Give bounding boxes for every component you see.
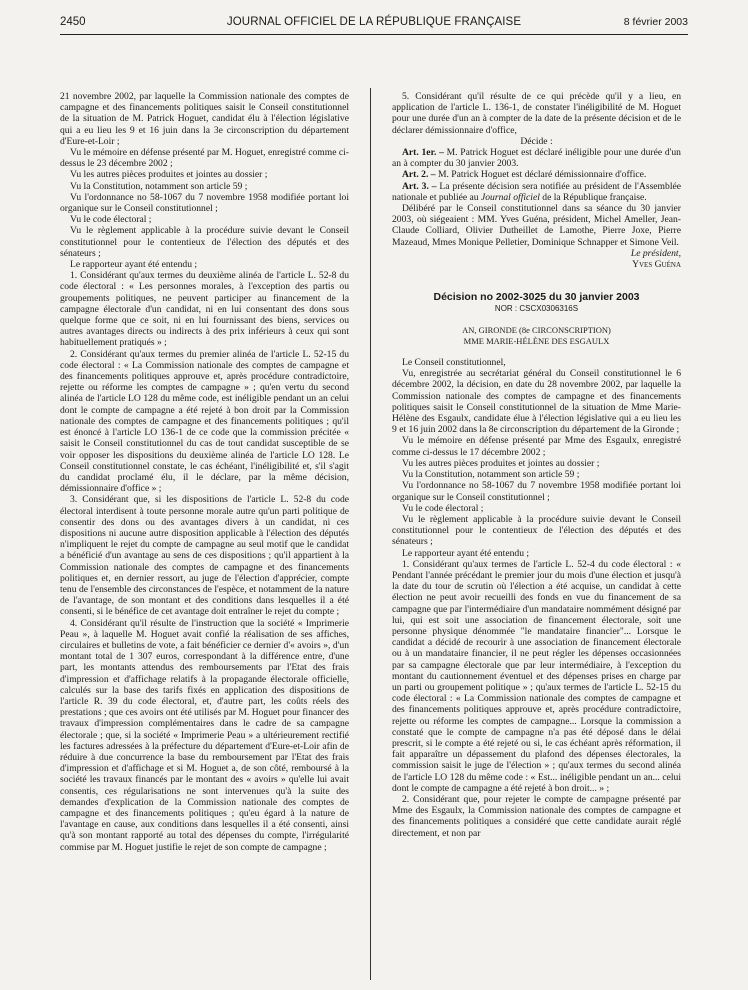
paragraph: 1. Considérant qu'aux termes du deuxième alinéa de l'article L. 52-8 du code électoral : « Les personnes morales, à l'exception des partis ou groupements politiques, ne peuvent participer au financement de la campagne électorale d'un candidat, ni en lui consentant des dons sous quelque forme que ce soit, ni en lui fournissant des biens, services ou autres avantages directs ou indirects à des prix inférieurs à ceux qui sont habituellement pratiqués » ; [60, 270, 349, 349]
article-label: Art. 1er. – [402, 147, 444, 159]
candidate-name: MME MARIE-HÉLÈNE DES ESGAULX [463, 335, 610, 346]
article-3: Art. 3. – La présente décision sera notifiée au président de l'Assemblée nationale et publiée au Journal officiel de la République française. [392, 180, 682, 203]
paragraph: 3. Considérant que, si les dispositions de l'article L. 52-8 du code électoral interdisent à toute personne morale autre qu'un parti politique de consentir des dons ou des avantages divers à un candidat, ni ces dispositions ni aucune autre disposition applicable à l'élection des députés n'impliquent le rejet du compte de campagne au seul motif que le candidat a bénéficié d'un avantage au sens de ces dispositions ; qu'il appartient à la Commission nationale des comptes de campagne et des financements politiques et, en dernier ressort, au juge de l'élection d'apprécier, compte tenu de l'ensemble des circonstances de l'espèce, et notamment de la nature de l'avantage, de son montant et des conditions dans lesquelles il a été consenti, si le bénéfice de cet avantage doit entraîner le rejet du compte ; [60, 494, 349, 618]
left-column [60, 91, 349, 853]
paragraph: Vu le règlement applicable à la procédure suivie devant le Conseil constitutionnel pour le contentieux de l'élection des députés et des sénateurs ; [60, 225, 349, 259]
nor-reference: NOR : CSCX0306316S [494, 304, 579, 314]
paragraph: Vu le mémoire en défense présenté par M. Hoguet, enregistré comme ci-dessus le 23 décembre 2002 ; [60, 147, 349, 170]
paragraph: Vu la Constitution, notamment son article 59 ; [402, 469, 580, 481]
paragraph: Vu les autres pièces produites et jointes au dossier ; [70, 169, 268, 181]
article-label: Art. 3. – [402, 180, 437, 192]
paragraph: Le Conseil constitutionnel, [402, 357, 506, 369]
paragraph: Vu le code électoral ; [402, 502, 484, 514]
article-1: Art. 1er. – M. Patrick Hoguet est déclaré inéligible pour une durée d'un an à compter du 30 janvier 2003. [392, 147, 681, 170]
paragraph: Le rapporteur ayant été entendu ; [70, 259, 198, 271]
paragraph: Vu le code électoral ; [70, 214, 152, 226]
article-2: Art. 2. – M. Patrick Hoguet est déclaré démissionnaire d'office. [402, 169, 647, 181]
article-label: Art. 2. – [402, 169, 436, 181]
page-header [60, 14, 688, 35]
decide-heading: Décide : [520, 135, 553, 147]
paragraph: Vu l'ordonnance no 58-1067 du 7 novembre 1958 modifiée portant loi organique sur le Conseil constitutionnel ; [60, 191, 349, 215]
paragraph: Vu, enregistrée au secrétariat général du Conseil constitutionnel le 6 décembre 2002, la décision, en date du 28 novembre 2002, par laquelle la Commission nationale des comptes de campagne et des financements politiques saisit le Conseil constitutionnel de la situation de Mme Marie-Hélène des Esgaulx, candidate élue à l'élection législative qui a eu lieu les 9 et 16 juin 2002 dans la 8e circonscription du département de la Gironde ; [392, 368, 681, 436]
paragraph: Vu les autres pièces produites et jointes au dossier ; [402, 457, 600, 469]
issue-date: 8 février 2003 [623, 16, 688, 28]
paragraph: Vu l'ordonnance no 58-1067 du 7 novembre 1958 modifiée portant loi organique sur le Conseil constitutionnel ; [392, 480, 681, 503]
paragraph: 21 novembre 2002, par laquelle la Commission nationale des comptes de campagne et des financements politiques saisit le Conseil constitutionnel de la situation de M. Patrick Hoguet, candidat élu à l'élection législative qui a eu lieu les 9 et 16 juin dans la 3e circonscription du département d'Eure-et-Loir ; [60, 91, 349, 147]
journal-title: JOURNAL OFFICIEL DE LA RÉPUBLIQUE FRANÇAISE [226, 16, 522, 28]
paragraph: 4. Considérant qu'il résulte de l'instruction que la société « Imprimerie Peau », à laquelle M. Hoguet avait confié la réalisation de ses affiches, circulaires et bulletins de vote, a fait bénéficier ce dernier d'« avoirs », d'un montant total de 1 307 euros, correspondant à la différence entre, d'une part, les montants attendus des remboursements par l'Etat des frais d'impression et d'affichage relatifs à la propagande électorale officielle, calculés sur la base des tarifs fixés en application des dispositions de l'article R. 39 du code électoral, et, d'autre part, les coûts réels des prestations ; que ces avoirs ont été utilisés par M. Hoguet pour financer des travaux d'impression complémentaires dans le cadre de sa campagne électorale ; que, si la société « Imprimerie Peau » a ultérieurement rectifié les factures adressées à la préfecture du département d'Eure-et-Loir afin de réduire à due concurrence la base du remboursement par l'Etat des frais d'impression et d'affichage et si M. Hoguet a, de son côté, remboursé à la société les travaux financés par le montant des « avoirs » qu'elle lui avait consentis, ces régularisations ne sont intervenues qu'à la suite des demandes d'explication de la Commission nationale des comptes de campagne et des financements politiques ; qu'eu égard à la nature de l'avantage en cause, aux conditions dans lesquelles il a été consenti, ainsi qu'à son montant rapporté au total des dépenses du compte, l'irrégularité commise par M. Hoguet justifie le rejet de son compte de campagne ; [60, 617, 349, 853]
constituency: AN, GIRONDE (8e CIRCONSCRIPTION) [462, 324, 611, 335]
paragraph: Vu le mémoire en défense présenté par Mme des Esgaulx, enregistré comme ci-dessus le 17 décembre 2002 ; [392, 435, 681, 458]
paragraph: 2. Considérant que, pour rejeter le compte de campagne présenté par Mme des Esgaulx, la Commission nationale des comptes de campagne et des financements politiques a considéré que cette candidate aurait réglé directement, et non par [392, 793, 681, 839]
paragraph: 1. Considérant qu'aux termes de l'article L. 52-4 du code électoral : « Pendant l'année précédant le premier jour du mois d'une élection et jusqu'à la date du tour de scrutin où l'élection a été acquise, un candidat à cette élection ne peut avoir recueilli des fonds en vue du financement de sa campagne que par l'intermédiaire d'un mandataire nommément désigné par lui, qui est soit une association de financement électorale, soit une personne physique dénommée "le mandataire financier"... Lorsque le candidat a décidé de recourir à une association de financement électorale ou à un mandataire financier, il ne peut régler les dépenses occasionnées par sa campagne électorale que par leur intermédiaire, à l'exception du montant du cautionnement éventuel et des dépenses prises en charge par un parti ou groupement politique » ; qu'aux termes de l'article L. 52-15 du code électoral : « La Commission nationale des comptes de campagne et des financements politiques approuve et, après procédure contradictoire, rejette ou réforme les comptes de campagne... Lorsque la commission a constaté que le compte de campagne n'a pas été déposé dans le délai prescrit, si le compte a été rejeté ou si, le cas échéant après réformation, il fait apparaître un dépassement du plafond des dépenses électorales, la commission saisit le juge de l'élection » ; qu'aux termes du second alinéa de l'article LO 128 du même code : « Est... inéligible pendant un an... celui dont le compte de campagne a été rejeté à bon droit... » ; [392, 558, 681, 794]
paragraph: Vu la Constitution, notamment son article 59 ; [70, 180, 248, 192]
page-number: 2450 [60, 16, 86, 28]
paragraph: 5. Considérant qu'il résulte de ce qui précède qu'il y a lieu, en application de l'article L. 136-1, de constater l'inéligibilité de M. Hoguet pour une durée d'un an à compter de la date de la présente décision et de le déclarer démissionnaire d'office, [392, 91, 681, 136]
right-column [392, 91, 681, 839]
signature-name: Yves Guéna [632, 259, 681, 271]
deliberation: Délibéré par le Conseil constitutionnel dans sa séance du 30 janvier 2003, où siégeaient : MM. Yves Guéna, président, Michel Ameller, Jean-Claude Colliard, Olivier Dutheillet de Lamothe, Pierre Joxe, Pierre Mazeaud, Mmes Monique Pelletier, Dominique Schnapper et Simone Veil. [392, 203, 681, 248]
paragraph: 2. Considérant qu'aux termes du premier alinéa de l'article L. 52-15 du code électoral : « La Commission nationale des comptes de campagne et des financements politiques approuve et, après procédure contradictoire, rejette ou réforme les comptes de campagne » ; qu'en vertu du second alinéa de l'article LO 128 du même code, est inéligible pendant un an celui dont le compte de campagne a été rejeté à bon droit par la Commission nationale des comptes de campagne et des financements politiques ; qu'il est énoncé à l'article LO 136-1 de ce code que la commission précitée « saisit le Conseil constitutionnel du cas de tout candidat susceptible de se voir opposer les dispositions du deuxième alinéa de l'article LO 128. Le Conseil constitutionnel constate, le cas échéant, l'inéligibilité et, s'il s'agit du candidat proclamé élu, il le déclare, par la même décision, démissionnaire d'office » ; [60, 348, 349, 495]
paragraph: Vu le règlement applicable à la procédure suivie devant le Conseil constitutionnel pour le contentieux de l'élection des députés et des sénateurs ; [392, 513, 681, 548]
column-divider [370, 88, 371, 980]
paragraph: Le rapporteur ayant été entendu ; [402, 547, 530, 559]
signature-title: Le président, [630, 247, 681, 259]
decision-title: Décision no 2002-3025 du 30 janvier 2003 [433, 291, 640, 304]
